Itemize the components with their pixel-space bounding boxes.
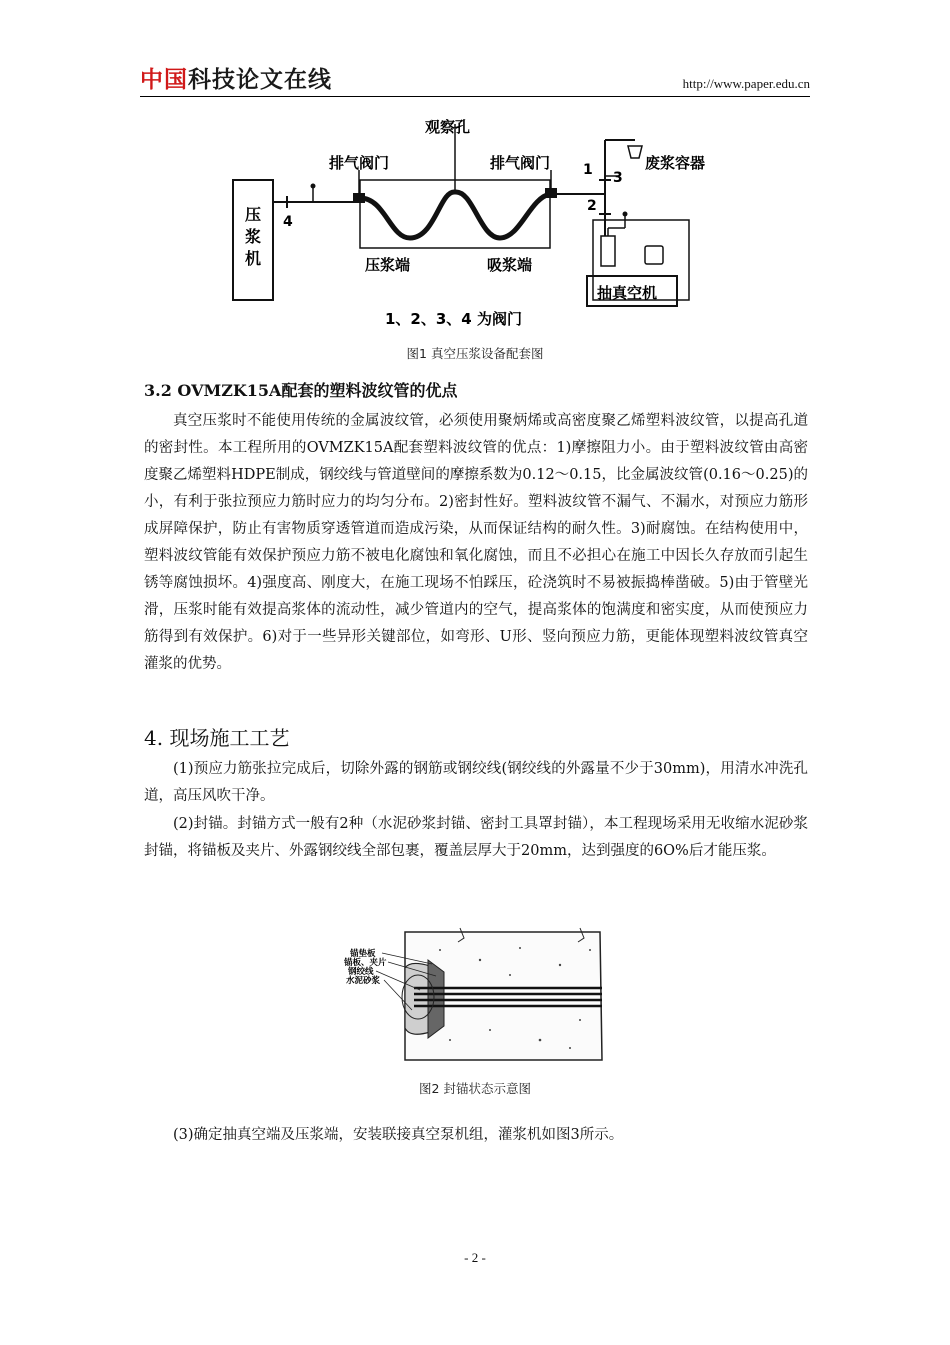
section-3-2-title: 3.2 OVMZK15A配套的塑料波纹管的优点	[144, 381, 458, 400]
section-4-paragraph-2: (2)封锚。封锚方式一般有2种（水泥砂浆封锚、密封工具罩封锚），本工程现场采用无收缩水泥砂浆封锚，将锚板及夹片、外露钢绞线全部包裹，覆盖层厚大于20mm，达到强度的6O%后才能压浆。	[144, 816, 808, 859]
section-3-2-paragraph: 真空压浆时不能使用传统的金属波纹管，必须使用聚炳烯或高密度聚乙烯塑料波纹管，以提高孔道的密封性。本工程所用的OVMZK15A配套塑料波纹管的优点：1)摩擦阻力小。由于塑料波纹管由高密度聚乙烯塑料HDPE制成，钢绞线与管道壁间的摩擦系数为0.12～0.15，比金属波纹管(0.16～0.25)的小，有利于张拉预应力筋时应力的均匀分布。2)密封性好。塑料波纹管不漏气、不漏水，对预应力筋形成屏障保护，防止有害物质穿透管道而造成污染，从而保证结构的耐久性。3)耐腐蚀。在结构使用中，塑料波纹管能有效保护预应力筋不被电化腐蚀和氧化腐蚀，而且不必担心在施工中因长久存放而引起生锈等腐蚀损坏。4)强度高、刚度大，在施工现场不怕踩压，砼浇筑时不易被振捣棒凿破。5)由于管壁光滑，压浆时能有效提高浆体的流动性，减少管道内的空气，提高浆体的饱满度和密实度，从而使预应力筋得到有效保护。6)对于一些异形关键部位，如弯形、U形、竖向预应力筋，更能体现塑料波纹管真空灌浆的优势。	[144, 413, 808, 672]
logo-red-text: 中国	[140, 67, 188, 93]
label-strand: 钢绞线	[348, 967, 374, 977]
section-4-paragraph-1: (1)预应力筋张拉完成后，切除外露的钢筋或钢绞线(钢绞线的外露量不少于30mm)，用清水冲洗孔道，高压风吹干净。	[144, 761, 808, 804]
journal-logo	[140, 64, 332, 96]
valve-1-label: 1	[583, 162, 593, 178]
page-number: - 2 -	[464, 1250, 486, 1265]
label-anchor-clip: 锚板、夹片	[344, 958, 387, 968]
vacuum-machine-label: 抽真空机	[597, 284, 658, 302]
waste-container-icon	[628, 146, 642, 158]
waste-container-label: 废浆容器	[645, 154, 706, 172]
figure-2-caption: 图2 封锚状态示意图	[419, 1081, 531, 1096]
figure-1-diagram	[225, 110, 725, 332]
header-rule	[140, 96, 810, 97]
logo-dark-text: 科技论文在线	[188, 67, 332, 93]
figure-2-diagram	[340, 920, 610, 1065]
suction-end-label: 吸浆端	[487, 256, 533, 274]
section-4-title: 4. 现场施工工艺	[144, 726, 290, 750]
grout-end-label: 压浆端	[365, 256, 411, 274]
header-url[interactable]: http://www.paper.edu.cn	[682, 76, 810, 91]
vent-right-label: 排气阀门	[490, 154, 551, 172]
valve-4-label: 4	[283, 214, 293, 230]
section-4-paragraph-3: (3)确定抽真空端及压浆端，安装联接真空泵机组，灌浆机如图3所示。	[173, 1127, 624, 1143]
label-anchor-plate: 锚垫板	[350, 949, 376, 959]
label-mortar: 水泥砂浆	[346, 976, 381, 986]
grout-machine-label-3: 机	[244, 249, 262, 268]
figure-1-caption: 图1 真空压浆设备配套图	[406, 346, 544, 361]
wavy-duct	[360, 192, 550, 238]
vent-left-label: 排气阀门	[329, 154, 390, 172]
page-header	[140, 64, 810, 96]
observe-hole-label: 观察孔	[425, 118, 471, 136]
valve-2-label: 2	[587, 198, 597, 214]
valves-note: 1、2、3、4 为阀门	[385, 310, 522, 328]
grout-machine-label-1: 压	[244, 205, 262, 224]
valve-3-label: 3	[613, 170, 623, 186]
grout-machine-label-2: 浆	[244, 227, 262, 246]
